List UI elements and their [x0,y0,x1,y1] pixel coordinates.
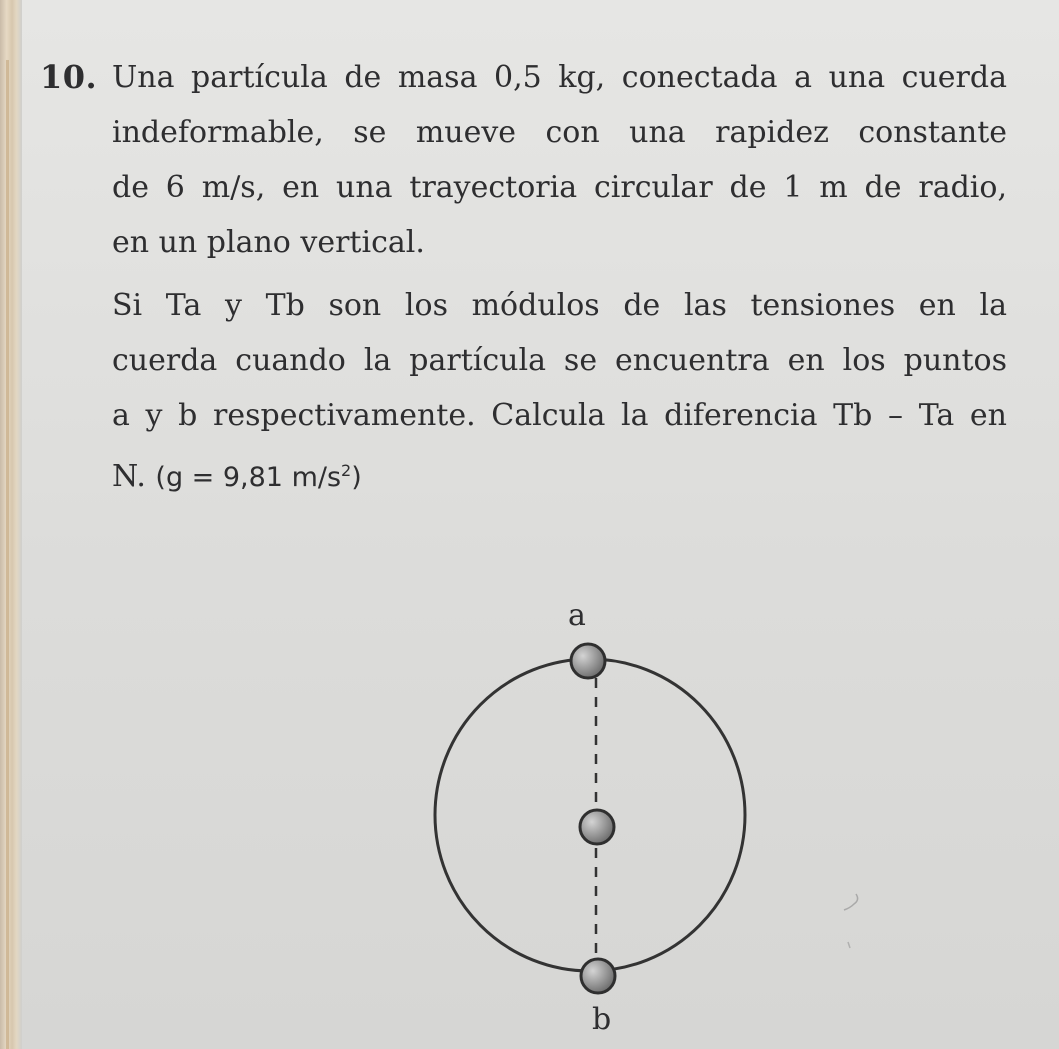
statement-line-4: en un plano vertical. [112,225,425,260]
diagram-svg [420,590,780,1049]
gravity-formula-exponent: 2 [341,461,352,480]
statement-line-6: cuerda cuando la partícula se encuentra en los puntos [112,343,1007,378]
statement-line-5: Si Ta y Tb son los módulos de las tensiones en la [112,288,1007,323]
statement-line-3: de 6 m/s, en una trayectoria circular de 1 m de radio, [112,170,1007,205]
particle-at-a [571,644,605,678]
gravity-formula [155,462,361,493]
unit-prefix: N. [112,459,156,494]
page-binding-edge [0,0,22,1049]
gravity-formula-close: ) [351,462,362,493]
point-label-b: b [592,1002,612,1037]
center-pivot [580,810,614,844]
page-edge-rule [6,60,9,1049]
statement-line-2: indeformable, se mueve con una rapidez constante [112,115,1007,150]
particle-at-b [581,959,615,993]
problem-statement-paragraph-2 [112,278,1007,505]
statement-line-8 [112,443,1007,505]
problem-statement-paragraph-1 [112,50,1007,270]
statement-line-7: a y b respectivamente. Calcula la diferencia Tb – Ta en [112,398,1007,433]
pencil-smudge-mark [838,890,864,950]
statement-line-1: Una partícula de masa 0,5 kg, conectada a una cuerda [112,60,1007,95]
problem-number: 10. [40,58,98,96]
point-label-a: a [568,598,586,633]
gravity-formula-text: (g = 9,81 m/s [155,462,342,493]
circular-motion-diagram [420,590,780,1049]
